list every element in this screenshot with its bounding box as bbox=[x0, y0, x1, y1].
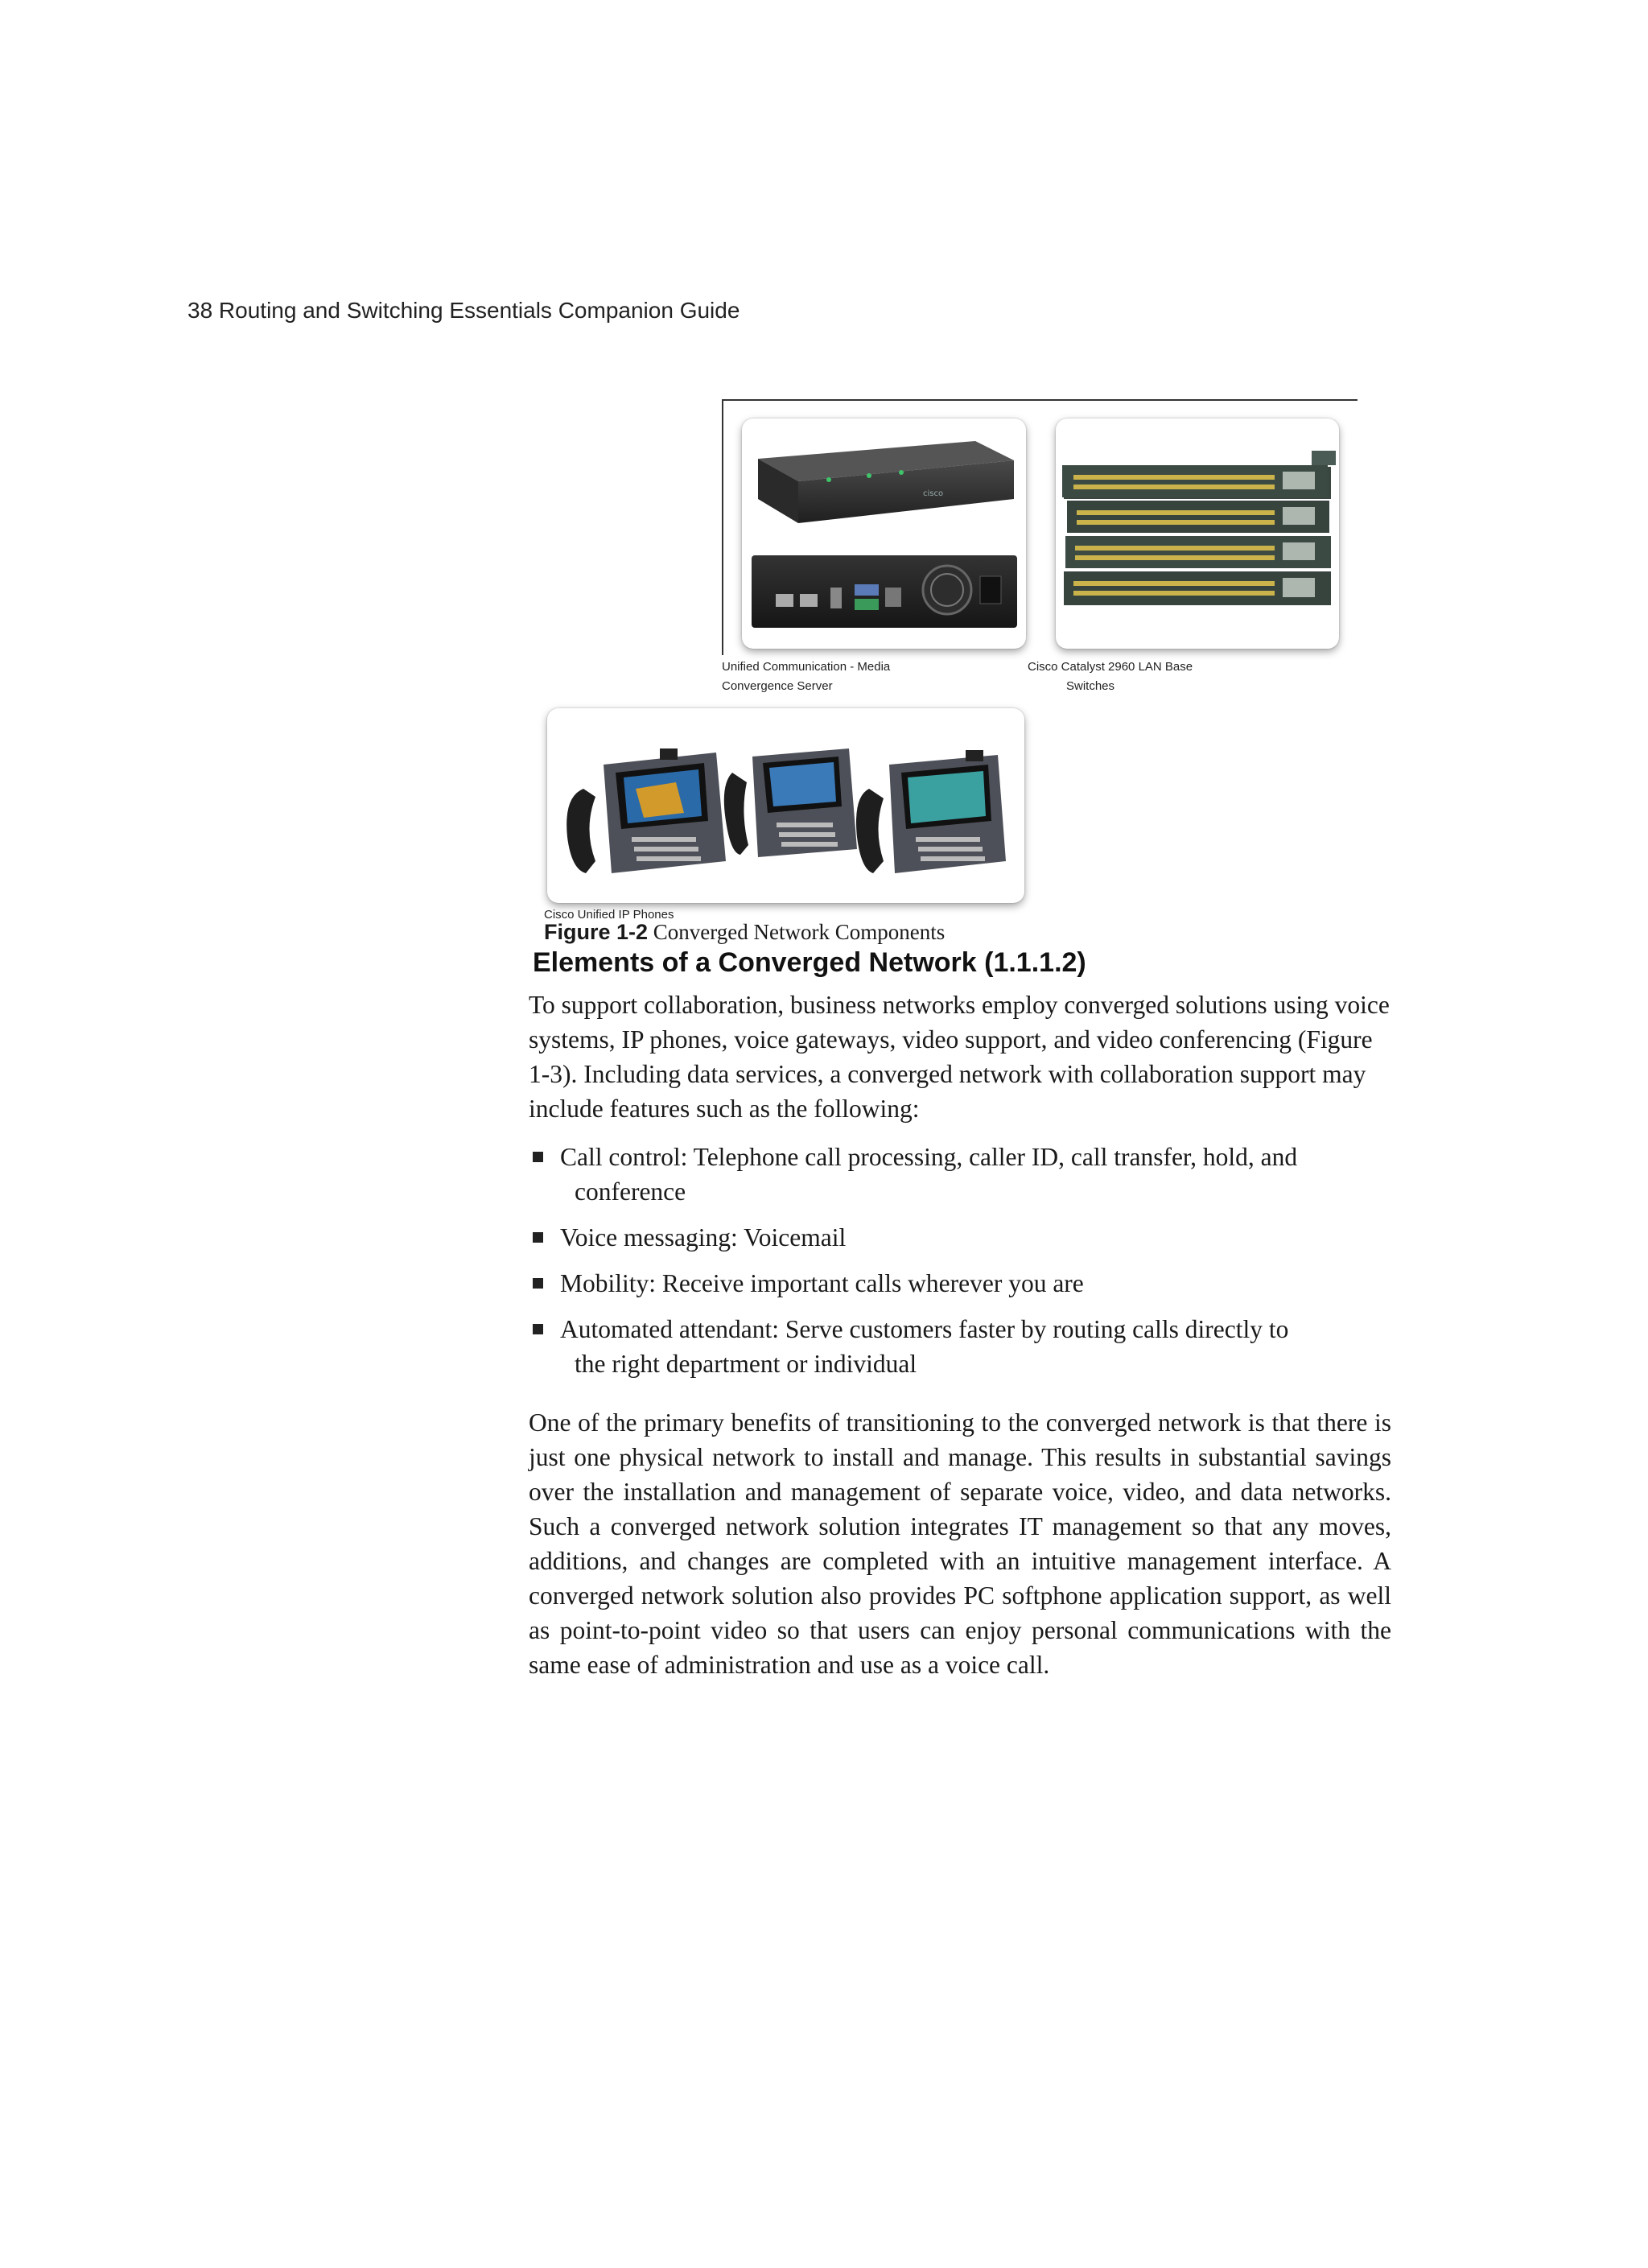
figure-frame-top-line bbox=[722, 399, 1358, 401]
bullet-square-icon bbox=[533, 1232, 543, 1243]
bullet-square-icon bbox=[533, 1152, 543, 1162]
svg-text:cisco: cisco bbox=[923, 489, 944, 498]
list-item bbox=[531, 1140, 1400, 1209]
list-item-line1: Mobility: Receive important calls wherever you are bbox=[560, 1269, 1084, 1297]
switch-image-panel bbox=[1056, 419, 1339, 649]
server-caption-line1: Unified Communication - Media bbox=[722, 660, 891, 674]
feature-list bbox=[531, 1140, 1400, 1392]
section-heading: Elements of a Converged Network (1.1.1.2) bbox=[533, 947, 1086, 978]
list-item bbox=[531, 1220, 1400, 1255]
ip-phones-image bbox=[547, 708, 1024, 903]
list-item-line2: the right department or individual bbox=[575, 1350, 917, 1378]
phones-caption: Cisco Unified IP Phones bbox=[544, 908, 674, 922]
server-caption bbox=[722, 658, 890, 696]
server-caption-line2: Convergence Server bbox=[722, 679, 833, 693]
list-item bbox=[531, 1266, 1400, 1301]
list-item-line1: Automated attendant: Serve customers faster by routing calls directly to bbox=[560, 1315, 1289, 1343]
switch-caption-line2: Switches bbox=[1066, 679, 1115, 693]
bullet-square-icon bbox=[533, 1278, 543, 1289]
bullet-square-icon bbox=[533, 1324, 543, 1334]
closing-paragraph: One of the primary benefits of transitioning to the converged network is that there is just one physical network to install and manage. This results in substantial savings over the installation and management of separate voice, video, and data networks. Such a converged network solution integrates IT management so that any moves, additions, and changes are completed with an intuitive management interface. A converged network solution also provides PC softphone application support, as well as point-to-point video so that users can enjoy personal communications with the same ease of administration and use as a voice call. bbox=[529, 1408, 1391, 1679]
switch-caption-line1: Cisco Catalyst 2960 LAN Base bbox=[1028, 660, 1193, 674]
list-item-line1: Voice messaging: Voicemail bbox=[560, 1223, 847, 1252]
figure-caption bbox=[544, 920, 945, 945]
figure-title: Converged Network Components bbox=[653, 920, 946, 944]
figure-label: Figure 1-2 bbox=[544, 920, 649, 944]
switch-caption bbox=[1028, 658, 1193, 696]
intro-paragraph: To support collaboration, business networks employ converged solutions using voice systems, IP phones, voice gateways, video support, and video conferencing (Figure 1-3). Including data services, a converged network with collaboration support may include features such as the following: bbox=[529, 991, 1390, 1123]
media-convergence-server-image bbox=[742, 419, 1026, 649]
catalyst-switches-image bbox=[1056, 419, 1339, 649]
phones-image-panel bbox=[547, 708, 1024, 903]
list-item bbox=[531, 1312, 1400, 1381]
list-item-line2: conference bbox=[575, 1177, 686, 1206]
server-image-panel bbox=[742, 419, 1026, 649]
figure-frame-left-line bbox=[722, 399, 723, 655]
list-item-line1: Call control: Telephone call processing, caller ID, call transfer, hold, and bbox=[560, 1143, 1298, 1171]
running-header: 38 Routing and Switching Essentials Companion Guide bbox=[187, 298, 740, 323]
